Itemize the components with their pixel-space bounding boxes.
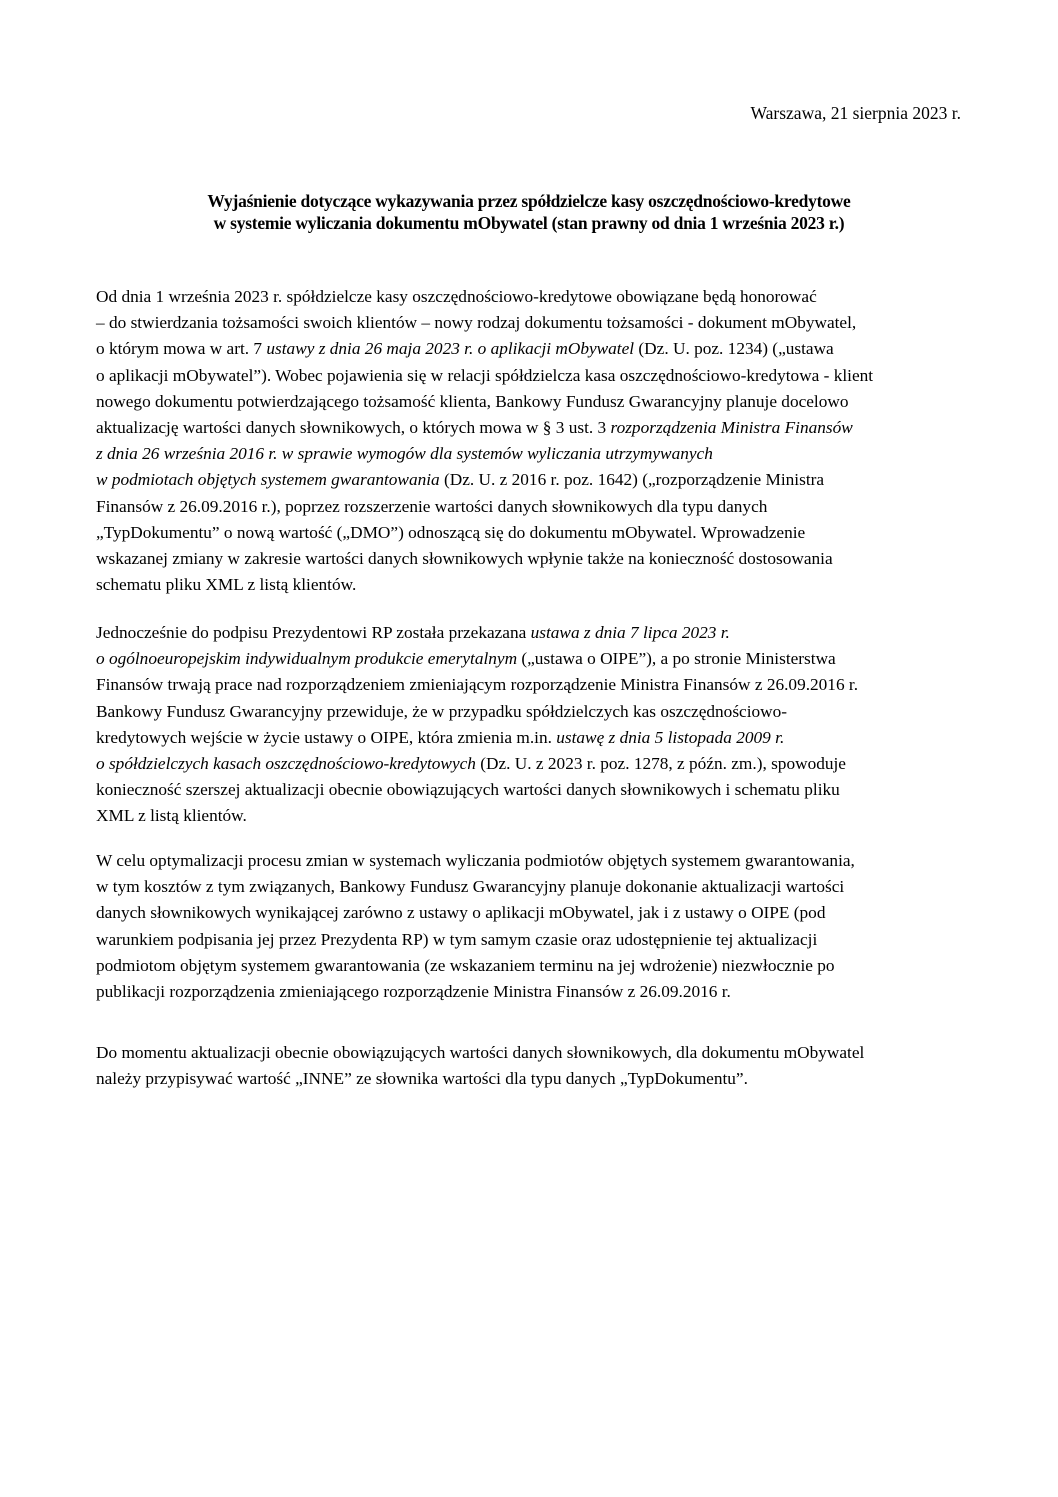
text-run: konieczność szerszej aktualizacji obecnie obowiązujących wartości danych słownikowych i schematu pliku <box>96 780 840 800</box>
text-run: – do stwierdzania tożsamości swoich klientów – nowy rodzaj dokumentu tożsamości - dokument mObywatel, <box>96 313 857 333</box>
italic-citation: o ogólnoeuropejskim indywidualnym produkcie emerytalnym <box>96 649 518 669</box>
title-line: w systemie wyliczania dokumentu mObywatel (stan prawny od dnia 1 września 2023 r.) <box>213 213 845 233</box>
text-run: warunkiem podpisania jej przez Prezydenta RP) w tym samym czasie oraz udostępnienie tej aktualizacji <box>96 929 818 949</box>
italic-citation: o spółdzielczych kasach oszczędnościowo-kredytowych <box>96 753 476 773</box>
text-line <box>96 803 962 829</box>
text-run: o którym mowa w art. 7 <box>96 339 267 359</box>
text-line <box>96 725 962 751</box>
text-run: XML z listą klientów. <box>96 806 247 826</box>
text-run: Do momentu aktualizacji obecnie obowiązujących wartości danych słownikowych, dla dokumentu mObywatel <box>96 1043 865 1062</box>
text-line <box>96 979 962 1005</box>
text-run: Bankowy Fundusz Gwarancyjny przewiduje, że w przypadku spółdzielczych kas oszczędnościowo- <box>96 701 788 721</box>
document-title <box>96 190 962 234</box>
text-run: danych słownikowych wynikającej zarówno z ustawy o aplikacji mObywatel, jak i z ustawy o OIPE (pod <box>96 903 826 923</box>
italic-citation: z dnia 26 września 2016 r. w sprawie wymogów dla systemów wyliczania utrzymywanych <box>96 444 713 464</box>
text-run: Od dnia 1 września 2023 r. spółdzielcze kasy oszczędnościowo-kredytowe obowiązane będą honorować <box>96 287 817 306</box>
text-line <box>96 927 962 953</box>
text-line <box>96 336 962 362</box>
text-run: (Dz. U. poz. 1234) („ustawa <box>634 339 834 359</box>
text-line <box>96 900 962 926</box>
text-line <box>96 777 962 803</box>
text-run: (Dz. U. z 2016 r. poz. 1642) („rozporządzenie Ministra <box>439 470 825 490</box>
paragraph <box>96 848 962 1005</box>
text-run: („ustawa o OIPE”), a po stronie Ministerstwa <box>517 649 836 669</box>
text-line <box>96 751 962 777</box>
text-run: w tym kosztów z tym związanych, Bankowy Fundusz Gwarancyjny planuje dokonanie aktualizacji wartości <box>96 877 845 897</box>
date-line: Warszawa, 21 sierpnia 2023 r. <box>750 103 961 123</box>
text-run: Finansów z 26.09.2016 r.), poprzez rozszerzenie wartości danych słownikowych dla typu danych <box>96 496 768 516</box>
text-line <box>96 389 962 415</box>
text-line <box>96 1066 962 1092</box>
text-run: schematu pliku XML z listą klientów. <box>96 575 357 595</box>
italic-citation: ustawy z dnia 26 maja 2023 r. o aplikacji mObywatel <box>266 339 635 359</box>
paragraph <box>96 284 962 598</box>
text-run: nowego dokumentu potwierdzającego tożsamość klienta, Bankowy Fundusz Gwarancyjny planuje docelowo <box>96 391 849 411</box>
text-line <box>96 284 962 310</box>
text-run: podmiotom objętym systemem gwarantowania (ze wskazaniem terminu na jej wdrożenie) niezwłocznie po <box>96 955 835 975</box>
text-line <box>96 467 962 493</box>
italic-citation: ustawę z dnia 5 listopada 2009 r. <box>556 727 785 747</box>
text-run: należy przypisywać wartość „INNE” ze słownika wartości dla typu danych „TypDokumentu”. <box>96 1069 748 1089</box>
text-run: Jednocześnie do podpisu Prezydentowi RP została przekazana <box>96 623 531 642</box>
text-line <box>96 415 962 441</box>
text-run: Finansów trwają prace nad rozporządzeniem zmieniającym rozporządzenie Ministra Finansów z 26.09.2016 r. <box>96 675 859 695</box>
text-line <box>96 310 962 336</box>
text-line <box>96 494 962 520</box>
text-run: o aplikacji mObywatel”). Wobec pojawienia się w relacji spółdzielcza kasa oszczędnościowo-kredytowa - klient <box>96 365 874 385</box>
text-run: wskazanej zmiany w zakresie wartości danych słownikowych wpłynie także na konieczność dostosowania <box>96 548 833 568</box>
text-line <box>96 699 962 725</box>
text-line <box>96 441 962 467</box>
text-line <box>96 546 962 572</box>
text-line <box>96 1040 962 1066</box>
text-line <box>96 953 962 979</box>
text-line <box>96 363 962 389</box>
italic-citation: rozporządzenia Ministra Finansów <box>610 417 853 437</box>
text-line <box>96 848 962 874</box>
text-line <box>96 620 962 646</box>
text-line <box>96 520 962 546</box>
paragraph <box>96 620 962 830</box>
text-run: W celu optymalizacji procesu zmian w systemach wyliczania podmiotów objętych systemem gwarantowania, <box>96 851 855 870</box>
text-run: publikacji rozporządzenia zmieniającego rozporządzenie Ministra Finansów z 26.09.2016 r. <box>96 981 731 1001</box>
text-run: aktualizację wartości danych słownikowych, o których mowa w § 3 ust. 3 <box>96 417 611 437</box>
text-line <box>96 874 962 900</box>
text-run: (Dz. U. z 2023 r. poz. 1278, z późn. zm.), spowoduje <box>475 753 846 773</box>
paragraph <box>96 1040 962 1092</box>
text-run: kredytowych wejście w życie ustawy o OIPE, która zmienia m.in. <box>96 727 557 747</box>
title-line: Wyjaśnienie dotyczące wykazywania przez spółdzielcze kasy oszczędnościowo-kredytowe <box>207 191 851 211</box>
text-line <box>96 646 962 672</box>
text-line <box>96 572 962 598</box>
italic-citation: ustawa z dnia 7 lipca 2023 r. <box>530 623 730 642</box>
italic-citation: w podmiotach objętych systemem gwarantowania <box>96 470 440 490</box>
text-line <box>96 672 962 698</box>
text-run: „TypDokumentu” o nową wartość („DMO”) odnoszącą się do dokumentu mObywatel. Wprowadzenie <box>96 522 806 542</box>
